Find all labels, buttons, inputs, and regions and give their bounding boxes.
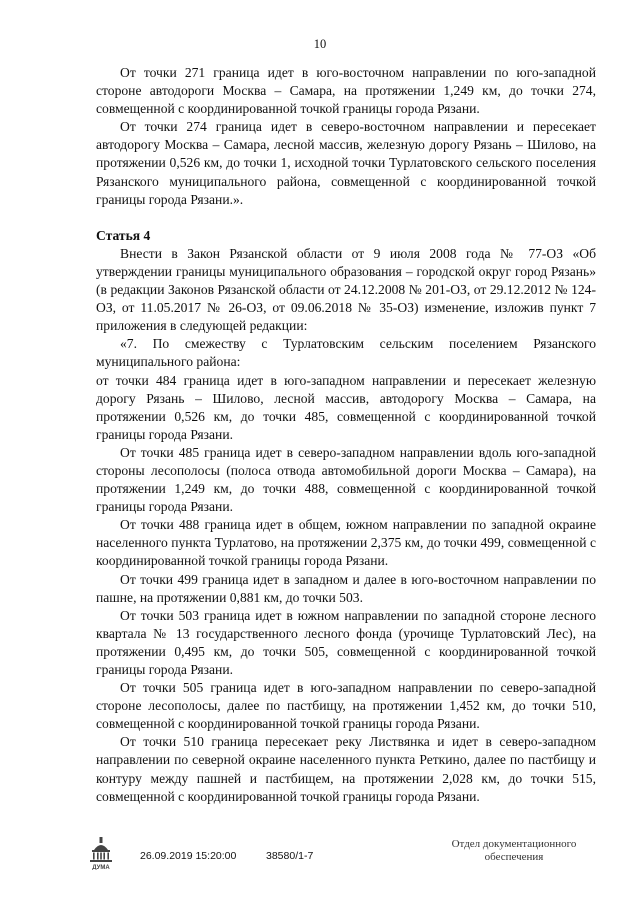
article-title: Статья 4: [96, 227, 151, 243]
duma-logo-icon: [88, 836, 114, 870]
paragraph: От точки 499 граница идет в западном и далее в юго-восточном направлении по пашне, на протяжении 0,881 км, до точки 503.: [96, 571, 596, 605]
article-intro: Внести в Закон Рязанской области от 9 июля 2008 года № 77-ОЗ «Об утверждении границы муниципального образования – городской округ город Рязань» (в редакции Законов Рязанской области от 24.12.2008 № 201-ОЗ, от 29.12.2012 № 124-ОЗ, от 11.05.2017 № 26-ОЗ, от 09.06.2018 № 35-ОЗ) изменение, изложив пункт 7 приложения в следующей редакции:: [96, 245, 596, 334]
paragraph: От точки 510 граница пересекает реку Листвянка и идет в северо-западном направлении по северной окраине населенного пункта Реткино, далее по пастбищу и контуру между пашней и пастбищем, на протяжении 2,028 км, до точки 515, совмещенной с координированной точкой границы города Рязани.: [96, 734, 596, 804]
paragraph: От точки 271 граница идет в юго-восточном направлении по юго-западной стороне автодороги Москва – Самара, на протяжении 1,249 км, до точки 274, совмещенной с координированной точкой границы города Рязани.: [96, 65, 596, 117]
item-heading: «7. По смежеству с Турлатовским сельским поселением Рязанского муниципального района:: [96, 336, 596, 370]
footer-department: [434, 838, 594, 864]
paragraph: От точки 485 граница идет в северо-западном направлении вдоль юго-западной стороны лесополосы (полоса отвода автомобильной дороги Москва – Самара), на протяжении 1,249 км, до точки 488, совмещенной с координированной точкой границы города Рязани.: [96, 444, 596, 515]
footer-doc-code: 38580/1-7: [266, 850, 314, 862]
paragraph: От точки 505 граница идет в юго-западном направлении по северо-западной стороне лесополосы, далее по пастбищу, на протяжении 1,452 км, до точки 510, совмещенной с координированной точкой границы города Рязани.: [96, 680, 596, 732]
paragraph: от точки 484 граница идет в юго-западном направлении и пересекает железную дорогу Рязань – Шилово, лесной массив, автодорогу Москва – Самара, на протяжении 0,526 км, до точки 485, совмещенной с координированной точкой границы города Рязани.: [96, 372, 596, 442]
paragraph: От точки 274 граница идет в северо-восточном направлении и пересекает автодорогу Москва – Самара, лесной массив, железную дорогу Рязань – Шилово, на протяжении 0,526 км, до точки 1, исходной точки Турлатовского сельского поселения Рязанского муниципального района, совмещенной с координированной точкой границы города Рязани.».: [96, 119, 596, 207]
footer-dept-line: Отдел документационного: [451, 838, 577, 850]
document-body: [96, 64, 596, 806]
footer-dept-line: обеспечения: [484, 851, 544, 863]
page-number: 10: [313, 37, 327, 51]
footer: [88, 836, 608, 876]
paragraph: От точки 503 граница идет в южном направлении по западной стороне лесного квартала № 13 государственного лесного фонда (урочище Турлатовский Лес), на протяжении 0,495 км, до точки 505, совмещенной с координированной точкой границы города Рязани.: [96, 607, 596, 677]
footer-datetime: 26.09.2019 15:20:00: [140, 850, 237, 862]
paragraph: От точки 488 граница идет в общем, южном направлении по западной окраине населенного пункта Турлатово, на протяжении 2,375 км, до точки 499, совмещенной с координированной точкой границы города Рязани.: [96, 517, 596, 569]
duma-logo-label: ДУМА: [92, 865, 110, 870]
